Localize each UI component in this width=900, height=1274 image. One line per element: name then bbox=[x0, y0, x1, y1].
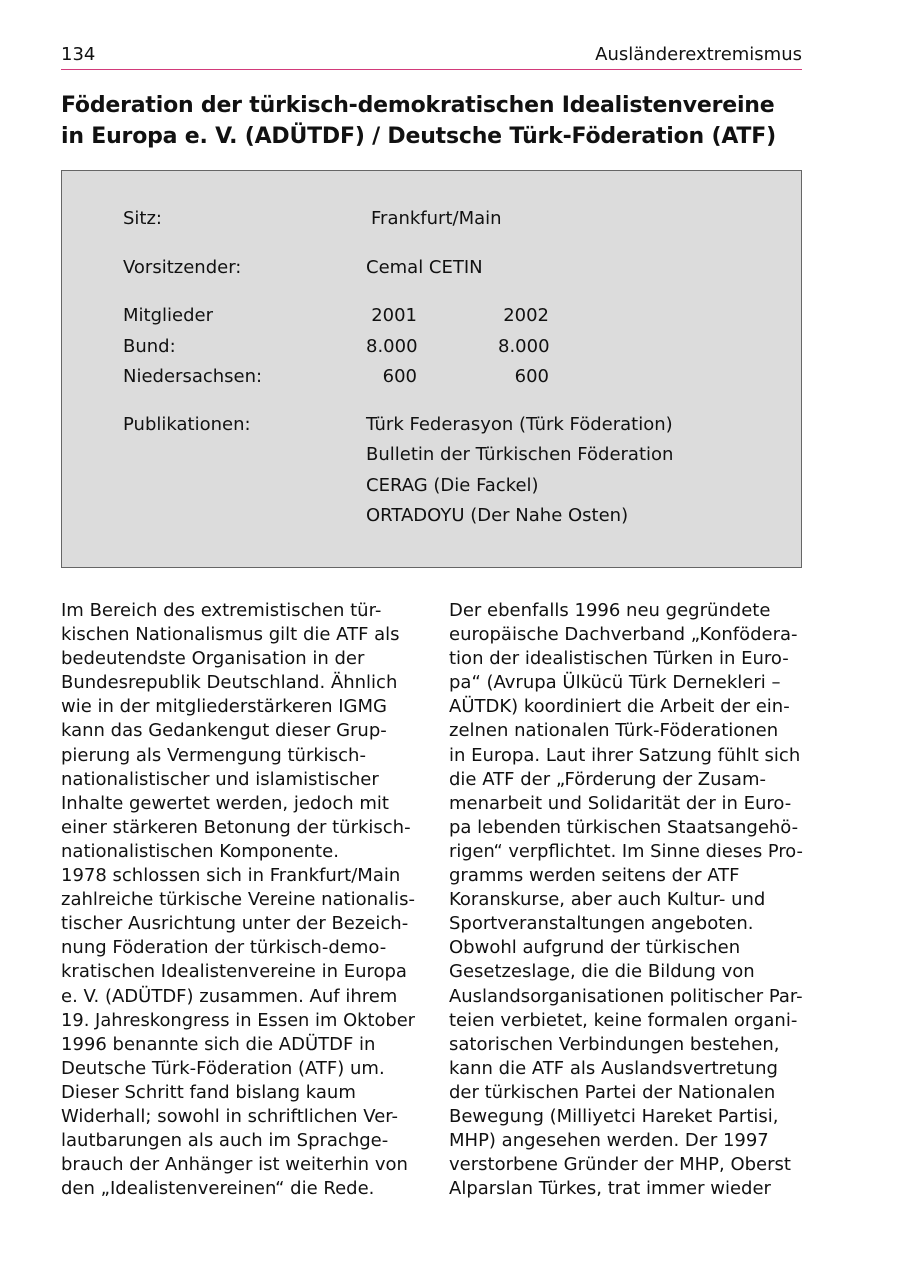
info-box bbox=[61, 170, 802, 568]
text-line: menarbeit und Solidarität der in Euro- bbox=[449, 792, 792, 814]
text-line: e. V. (ADÜTDF) zusammen. Auf ihrem bbox=[61, 985, 398, 1007]
text-line: wie in der mitgliederstärkeren IGMG bbox=[61, 696, 387, 718]
text-line: Inhalte gewertet werden, jedoch mit bbox=[61, 792, 389, 814]
year-2001: 2001 bbox=[371, 305, 417, 326]
text-line: gramms werden seitens der ATF bbox=[449, 865, 740, 887]
text-line: Der ebenfalls 1996 neu gegründete bbox=[449, 600, 771, 621]
text-line: Gesetzeslage, die die Bildung von bbox=[449, 961, 755, 983]
text-line: Dieser Schritt fand bislang kaum bbox=[61, 1081, 356, 1103]
text-line: kischen Nationalismus gilt die ATF als bbox=[61, 624, 400, 646]
title-line: in Europa e. V. (ADÜTDF) / Deutsche Türk-Föderation (ATF) bbox=[61, 124, 776, 149]
text-line: MHP) angesehen werden. Der 1997 bbox=[449, 1130, 769, 1152]
text-line: kann das Gedankengut dieser Grup- bbox=[61, 720, 387, 742]
text-line: 1996 benannte sich die ADÜTDF in bbox=[61, 1033, 376, 1055]
text-line: teien verbietet, keine formalen organi- bbox=[449, 1009, 798, 1031]
bund-2002: 8.000 bbox=[498, 336, 550, 357]
sitz-value: Frankfurt/Main bbox=[371, 208, 502, 229]
text-line: tischer Ausrichtung unter der Bezeich- bbox=[61, 913, 409, 935]
text-line: nationalistischen Komponente. bbox=[61, 840, 339, 862]
text-line: rigen“ verpflichtet. Im Sinne dieses Pro- bbox=[449, 840, 803, 862]
bund-2001: 8.000 bbox=[366, 336, 418, 357]
text-line: satorischen Verbindungen bestehen, bbox=[449, 1033, 780, 1055]
header-rule bbox=[61, 69, 802, 70]
text-line: nationalistischer und islamistischer bbox=[61, 768, 379, 790]
text-line: Widerhall; sowohl in schriftlichen Ver- bbox=[61, 1105, 399, 1127]
text-line: pa“ (Avrupa Ülkücü Türk Dernekleri – bbox=[449, 672, 781, 694]
text-line: Obwohl aufgrund der türkischen bbox=[449, 937, 741, 959]
chairman-label: Vorsitzender: bbox=[123, 257, 242, 278]
niedersachsen-label: Niedersachsen: bbox=[123, 366, 263, 387]
page-number: 134 bbox=[61, 44, 96, 65]
running-title: Ausländerextremismus bbox=[595, 44, 802, 65]
text-line: europäische Dachverband „Konfödera- bbox=[449, 624, 798, 646]
text-line: Bewegung (Milliyetci Hareket Partisi, bbox=[449, 1105, 779, 1127]
publication-item: CERAG (Die Fackel) bbox=[366, 475, 539, 496]
text-line: zahlreiche türkische Vereine nationalis- bbox=[61, 889, 415, 911]
text-line: kratischen Idealistenvereine in Europa bbox=[61, 961, 407, 983]
sitz-label: Sitz: bbox=[123, 208, 162, 229]
text-line: Koranskurse, aber auch Kultur- und bbox=[449, 889, 766, 911]
text-line: Alparslan Türkes, trat immer wieder bbox=[449, 1178, 771, 1200]
publications-label: Publikationen: bbox=[123, 414, 251, 435]
text-line: zelnen nationalen Türk-Föderationen bbox=[449, 720, 779, 742]
text-line: Bundesrepublik Deutschland. Ähnlich bbox=[61, 672, 398, 694]
text-line: die ATF der „Förderung der Zusam- bbox=[449, 768, 766, 790]
text-line: einer stärkeren Betonung der türkisch- bbox=[61, 816, 411, 838]
members-label: Mitglieder bbox=[123, 305, 213, 326]
niedersachsen-2002: 600 bbox=[514, 366, 549, 387]
text-line: Auslandsorganisationen politischer Par- bbox=[449, 985, 803, 1007]
body-column-left bbox=[61, 599, 415, 1201]
body-column-right bbox=[449, 599, 803, 1201]
text-line: nung Föderation der türkisch-demo- bbox=[61, 937, 387, 959]
text-line: bedeutendste Organisation in der bbox=[61, 648, 365, 670]
bund-label: Bund: bbox=[123, 336, 176, 357]
text-line: den „Idealistenvereinen“ die Rede. bbox=[61, 1178, 375, 1200]
text-line: in Europa. Laut ihrer Satzung fühlt sich bbox=[449, 744, 801, 766]
text-line: Deutsche Türk-Föderation (ATF) um. bbox=[61, 1057, 385, 1079]
text-line: tion der idealistischen Türken in Euro- bbox=[449, 648, 789, 670]
text-line: kann die ATF als Auslandsvertretung bbox=[449, 1057, 778, 1079]
text-line: pierung als Vermengung türkisch- bbox=[61, 744, 366, 766]
text-line: 19. Jahreskongress in Essen im Oktober bbox=[61, 1009, 416, 1031]
text-line: 1978 schlossen sich in Frankfurt/Main bbox=[61, 865, 401, 887]
year-2002: 2002 bbox=[503, 305, 549, 326]
text-line: lautbarungen als auch im Sprachge- bbox=[61, 1130, 389, 1152]
publication-item: Türk Federasyon (Türk Föderation) bbox=[366, 414, 673, 435]
page-title bbox=[61, 90, 821, 152]
title-line: Föderation der türkisch-demokratischen Idealistenvereine bbox=[61, 93, 775, 118]
text-line: pa lebenden türkischen Staatsangehö- bbox=[449, 816, 799, 838]
niedersachsen-2001: 600 bbox=[382, 366, 417, 387]
text-line: AÜTDK) koordiniert die Arbeit der ein- bbox=[449, 696, 790, 718]
text-line: Sportveranstaltungen angeboten. bbox=[449, 913, 754, 935]
publication-item: ORTADOYU (Der Nahe Osten) bbox=[366, 505, 629, 526]
text-line: verstorbene Gründer der MHP, Oberst bbox=[449, 1154, 791, 1176]
text-line: brauch der Anhänger ist weiterhin von bbox=[61, 1154, 408, 1176]
text-line: der türkischen Partei der Nationalen bbox=[449, 1081, 776, 1103]
text-line: Im Bereich des extremistischen tür- bbox=[61, 600, 382, 621]
chairman-value: Cemal CETIN bbox=[366, 257, 483, 278]
publication-item: Bulletin der Türkischen Föderation bbox=[366, 444, 674, 465]
